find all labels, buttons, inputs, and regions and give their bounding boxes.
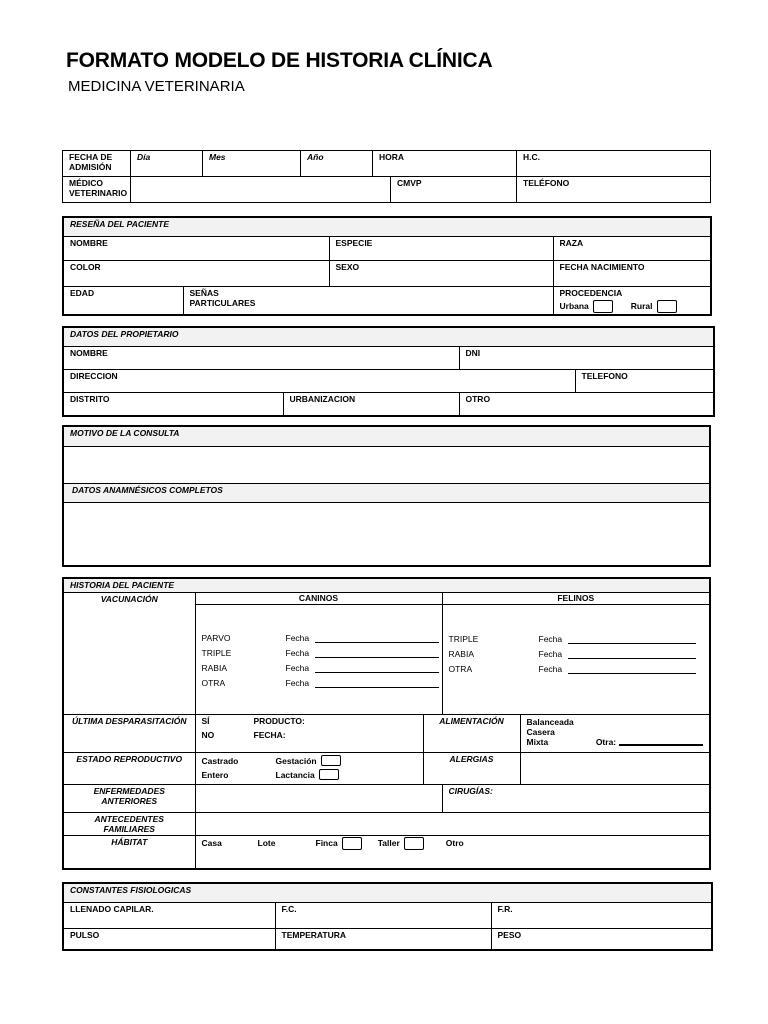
caninos-block (195, 592, 442, 714)
section-resena: RESEÑA DEL PACIENTE (63, 217, 711, 236)
label-producto: PRODUCTO: (253, 715, 305, 726)
label-fecha: Fecha (285, 663, 310, 673)
alimentacion-block (520, 714, 710, 752)
field-telefono-propietario[interactable]: TELEFONO (575, 369, 714, 392)
field-distrito[interactable]: DISTRITO (63, 392, 283, 416)
feline-row-rabia (449, 647, 710, 662)
label-f-triple: TRIPLE (448, 634, 479, 644)
field-fecha-f-triple[interactable] (568, 635, 696, 644)
field-especie[interactable]: ESPECIE (329, 236, 553, 260)
field-fecha-nacimiento[interactable]: FECHA NACIMIENTO (553, 260, 711, 286)
option-casa[interactable]: Casa (201, 838, 222, 848)
habitat-block (195, 835, 710, 869)
option-balanceada[interactable]: Balanceada (526, 716, 574, 727)
field-urbanizacion[interactable]: URBANIZACION (283, 392, 459, 416)
field-fecha-otra[interactable] (315, 679, 439, 688)
field-edad[interactable]: EDAD (63, 286, 183, 315)
reproductivo-block (195, 752, 423, 784)
option-no[interactable]: NO (201, 729, 215, 740)
label-fecha: Fecha (538, 634, 563, 644)
label-fecha-admision: FECHA DE ADMISIÓN (63, 151, 131, 177)
page-title: FORMATO MODELO DE HISTORIA CLÍNICA (66, 49, 493, 72)
label-alimentacion: ALIMENTACIÓN (423, 714, 520, 752)
checkbox-taller[interactable] (404, 837, 424, 850)
label-fecha-desparasitacion: FECHA: (253, 729, 286, 740)
section-anamnesis: DATOS ANAMNÉSICOS COMPLETOS (63, 483, 710, 502)
label-senas: SEÑAS PARTICULARES (189, 287, 256, 308)
label-medico: MÉDICO VETERINARIO (63, 177, 131, 203)
field-fecha-f-rabia[interactable] (568, 650, 696, 659)
section-constantes: CONSTANTES FISIOLOGICAS (63, 883, 712, 902)
option-casera[interactable]: Casera (526, 726, 555, 737)
field-pulso[interactable]: PULSO (63, 928, 275, 950)
option-otro-habitat[interactable]: Otro (445, 838, 464, 848)
field-enfermedades[interactable] (195, 784, 442, 812)
section-motivo: MOTIVO DE LA CONSULTA (63, 426, 710, 446)
field-senas[interactable] (183, 286, 553, 315)
label-lactancia: Lactancia (275, 769, 315, 780)
label-f-otra: OTRA (448, 664, 473, 674)
checkbox-urbana[interactable] (593, 300, 613, 313)
field-mes[interactable]: Mes (203, 151, 301, 177)
field-direccion[interactable]: DIRECCION (63, 369, 575, 392)
label-fecha: Fecha (285, 678, 310, 688)
field-dia[interactable]: Día (131, 151, 203, 177)
label-fecha: Fecha (538, 649, 563, 659)
label-parvo: PARVO (201, 633, 231, 643)
label-rabia: RABIA (201, 663, 228, 673)
field-peso[interactable]: PESO (491, 928, 712, 950)
label-procedencia: PROCEDENCIA (559, 287, 623, 298)
label-caninos: CANINOS (196, 593, 442, 605)
section-propietario: DATOS DEL PROPIETARIO (63, 327, 714, 346)
vitals-table (62, 882, 713, 951)
field-otro-propietario[interactable]: OTRO (459, 392, 714, 416)
field-sexo[interactable]: SEXO (329, 260, 553, 286)
vaccine-row-parvo (202, 631, 442, 646)
label-f-rabia: RABIA (448, 649, 475, 659)
vaccine-row-rabia (202, 661, 442, 676)
vaccine-row-triple (202, 646, 442, 661)
section-historia: HISTORIA DEL PACIENTE (63, 578, 710, 592)
field-llenado-capilar[interactable]: LLENADO CAPILAR. (63, 902, 275, 928)
feline-row-triple (449, 632, 710, 647)
field-nombre-propietario[interactable]: NOMBRE (63, 346, 459, 369)
field-fecha-parvo[interactable] (315, 634, 439, 643)
field-telefono[interactable]: TELÉFONO (517, 177, 711, 203)
field-anio[interactable]: Año (301, 151, 373, 177)
field-hora[interactable]: HORA (373, 151, 517, 177)
desparasitacion-block (195, 714, 423, 752)
label-fecha: Fecha (538, 664, 563, 674)
field-antecedentes[interactable] (195, 812, 710, 835)
label-vacunacion: VACUNACIÓN (63, 592, 195, 714)
label-felinos: FELINOS (443, 593, 710, 605)
patient-table (62, 216, 712, 316)
field-fc[interactable]: F.C. (275, 902, 491, 928)
field-alergias[interactable] (520, 752, 710, 784)
field-raza[interactable]: RAZA (553, 236, 711, 260)
checkbox-lactancia[interactable] (319, 769, 339, 780)
history-table (62, 577, 711, 870)
label-urbana: Urbana (559, 301, 589, 311)
field-medico[interactable] (131, 177, 391, 203)
label-rural: Rural (630, 301, 653, 311)
field-fr[interactable]: F.R. (491, 902, 712, 928)
feline-row-otra (449, 662, 710, 677)
field-cmvp[interactable]: CMVP (391, 177, 517, 203)
felinos-block (442, 592, 710, 714)
option-entero[interactable]: Entero (201, 769, 229, 780)
label-desparasitacion: ÚLTIMA DESPARASITACIÓN (63, 714, 195, 752)
label-triple: TRIPLE (201, 648, 232, 658)
field-otra-alimentacion[interactable] (619, 737, 703, 746)
option-mixta[interactable]: Mixta (526, 736, 549, 747)
checkbox-gestacion[interactable] (321, 755, 341, 766)
field-nombre-paciente[interactable]: NOMBRE (63, 236, 329, 260)
field-fecha-f-otra[interactable] (568, 665, 696, 674)
label-habitat: HÁBITAT (63, 835, 195, 869)
field-fecha-triple[interactable] (315, 649, 439, 658)
checkbox-finca[interactable] (342, 837, 362, 850)
field-dni[interactable]: DNI (459, 346, 714, 369)
consult-table (62, 425, 711, 567)
field-cirugias[interactable]: CIRUGÍAS: (442, 784, 710, 812)
field-fecha-rabia[interactable] (315, 664, 439, 673)
field-temperatura[interactable]: TEMPERATURA (275, 928, 491, 950)
label-fecha: Fecha (285, 633, 310, 643)
field-procedencia (553, 286, 711, 315)
option-si[interactable]: SÍ (201, 715, 210, 726)
page-subtitle: MEDICINA VETERINARIA (68, 78, 245, 95)
field-hc[interactable]: H.C. (517, 151, 711, 177)
label-otra: OTRA (201, 678, 226, 688)
label-gestacion: Gestación (275, 755, 317, 766)
checkbox-rural[interactable] (657, 300, 677, 313)
field-motivo[interactable] (63, 446, 710, 483)
option-taller[interactable]: Taller (377, 838, 400, 848)
option-lote[interactable]: Lote (257, 838, 276, 848)
label-enfermedades: ENFERMEDADES ANTERIORES (63, 784, 195, 812)
owner-table (62, 326, 715, 417)
field-anamnesis[interactable] (63, 502, 710, 566)
label-fecha: Fecha (285, 648, 310, 658)
field-color[interactable]: COLOR (63, 260, 329, 286)
label-alergias: ALERGIAS (423, 752, 520, 784)
option-finca[interactable]: Finca (315, 838, 338, 848)
vaccine-row-otra (202, 676, 442, 691)
label-estado-reproductivo: ESTADO REPRODUCTIVO (63, 752, 195, 784)
admission-table (62, 150, 711, 203)
option-castrado[interactable]: Castrado (201, 755, 239, 766)
label-antecedentes: ANTECEDENTES FAMILIARES (63, 812, 195, 835)
label-otra-alimentacion: Otra: (595, 736, 617, 747)
